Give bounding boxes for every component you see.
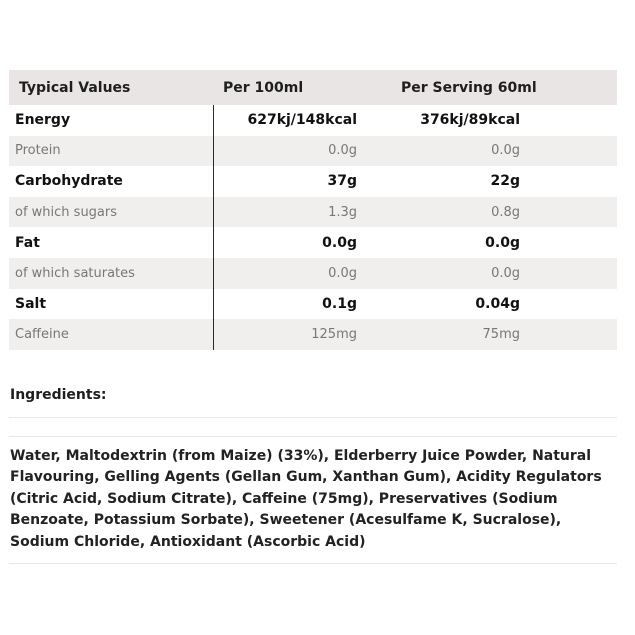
table-row bbox=[9, 197, 617, 228]
row-value-per-serving: 22g bbox=[490, 173, 520, 190]
row-value-per-100ml: 0.0g bbox=[213, 227, 396, 258]
row-label: Protein bbox=[9, 136, 213, 167]
table-row bbox=[9, 289, 617, 320]
header-per-100ml: Per 100ml bbox=[213, 70, 396, 105]
row-label: Energy bbox=[15, 112, 71, 129]
row-value-per-serving: 376kj/89kcal bbox=[420, 112, 520, 129]
row-label: Carbohydrate bbox=[15, 173, 123, 190]
row-label: of which saturates bbox=[9, 258, 213, 289]
row-value-per-100ml: 627kj/148kcal bbox=[213, 105, 396, 136]
row-label: Caffeine bbox=[9, 319, 213, 350]
row-value-per-serving: 75mg bbox=[396, 319, 617, 350]
table-row bbox=[9, 319, 617, 350]
row-value-per-serving: 0.04g bbox=[475, 295, 520, 312]
table-row bbox=[9, 136, 617, 167]
table-row bbox=[9, 258, 617, 289]
row-value-per-100ml: 37g bbox=[213, 166, 396, 197]
table-row bbox=[9, 105, 617, 136]
row-value-per-serving: 0.0g bbox=[485, 234, 520, 251]
nutrition-table-body bbox=[9, 105, 617, 350]
divider bbox=[9, 417, 617, 418]
row-label: Salt bbox=[15, 295, 47, 312]
header-typical-values: Typical Values bbox=[9, 70, 213, 105]
table-header-row bbox=[9, 70, 617, 105]
divider bbox=[9, 563, 617, 564]
divider bbox=[9, 436, 617, 437]
row-value-per-100ml: 125mg bbox=[213, 319, 396, 350]
ingredients-text: Water, Maltodextrin (from Maize) (33%), Elderberry Juice Powder, Natural Flavouring, Gelling Agents (Gellan Gum, Xanthan Gum), Acidity Regulators (Citric Acid, Sodium Citrate), Caffeine (75mg), Preservatives (Sodium Benzoate, Potassium Sorbate), Sweetener (Acesulfame K, Sucralose), Sodium Chloride, Antioxidant (Ascorbic Acid) bbox=[10, 448, 602, 550]
row-value-per-serving: 0.8g bbox=[396, 197, 617, 228]
row-label: of which sugars bbox=[9, 197, 213, 228]
ingredients-heading: Ingredients: bbox=[10, 387, 107, 403]
row-value-per-serving: 0.0g bbox=[396, 136, 617, 167]
table-row bbox=[9, 166, 617, 197]
nutrition-table-container bbox=[9, 70, 617, 350]
row-label: Fat bbox=[15, 234, 40, 251]
row-value-per-100ml: 1.3g bbox=[213, 197, 396, 228]
row-value-per-serving: 0.0g bbox=[396, 258, 617, 289]
table-row bbox=[9, 227, 617, 258]
row-value-per-100ml: 0.1g bbox=[213, 289, 396, 320]
nutrition-table bbox=[9, 70, 617, 350]
header-per-serving: Per Serving 60ml bbox=[396, 70, 617, 105]
row-value-per-100ml: 0.0g bbox=[213, 258, 396, 289]
row-value-per-100ml: 0.0g bbox=[213, 136, 396, 167]
